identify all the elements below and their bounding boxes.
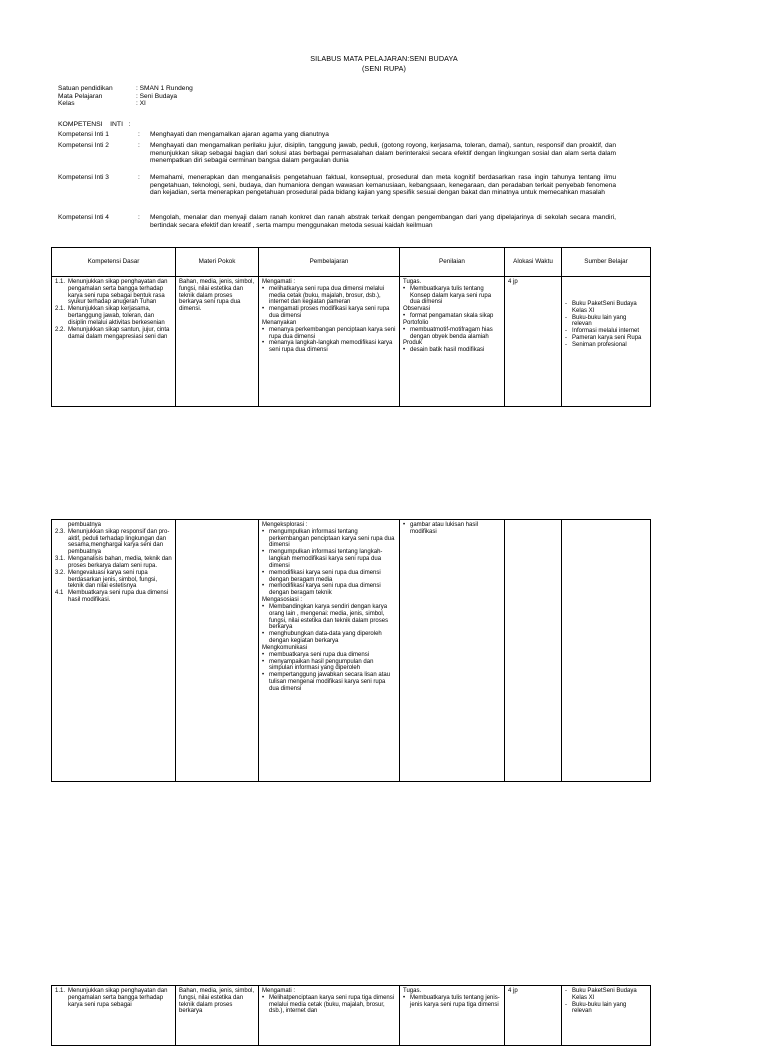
list-item: - Buku-buku lain yang relevan	[565, 1001, 627, 1015]
list-item: 3.2. Mengevaluasi karya seni rupa berdasarkan jenis, simbol, fungsi, teknik dan nilai estetisnya	[55, 569, 158, 590]
page-title: SILABUS MATA PELAJARAN:SENI BUDAYA	[310, 54, 458, 63]
list-item: • desain batik hasil modifikasi	[403, 347, 485, 354]
kd-cell	[52, 986, 176, 1046]
list-item: • mempertanggung jawabkan secara lisan atau tulisan mengenai modifikasi karya seni rupa dua dimensi	[262, 672, 391, 692]
list-item: • menanya langkah-langkah memodifikasi karya seni rupa dua dimensi	[262, 340, 393, 354]
ki-row-4: Kompetensi Inti 4 : Mengolah, menalar dan menyaji dalam ranah konkret dan ranah abstrak terkait dengan pengembangan dari yang dipelajarinya di sekolah secara mandiri, bertindak secara efektif dan kreatif , serta mampu menggunakan metoda sesuai kaidah keilmuan	[58, 214, 616, 229]
list-item: 2.2. Menunjukkan sikap santun, jujur, cinta damai dalam mengapresiasi seni dan	[55, 326, 170, 340]
list-item: • gambar atau lukisan hasil modifikasi	[403, 522, 479, 535]
section-heading: Mengamati :	[262, 279, 296, 285]
list-item: pembuatnya	[68, 522, 102, 528]
pembelajaran-cell	[259, 520, 400, 782]
section-heading: Portofolio	[403, 319, 429, 326]
ki-heading: KOMPETENSI INTI :	[58, 121, 131, 128]
alokasi-cell: 4 jp	[505, 277, 562, 407]
alokasi-cell	[505, 520, 562, 782]
table-row	[52, 986, 651, 1046]
list-item: - Informasi melalui internet	[565, 328, 640, 335]
pembelajaran-cell	[259, 277, 400, 407]
section-heading: Mengeksplorasi :	[262, 522, 308, 528]
ki-row-3: Kompetensi Inti 3 : Memahami, menerapkan dan menganalisis pengetahuan faktual, konseptual, prosedural dan meta kognitif berdasarkan rasa ingin tahunya tentang ilmu pengetahuan, teknologi, seni, budaya, dan humaniora dengan wawasan kemanusiaan, kebangsaan, kenegaraan, dan peradaban terkait penyebab fenomena dan kejadian, serta menerapkan pengetahuan prosedural pada bidang kajian yang spesifik sesuai dengan bakat dan minatnya untuk memecahkan masalah	[58, 174, 616, 197]
section-heading: Tugas.	[403, 988, 422, 994]
section-heading: Menanyakan	[262, 319, 297, 326]
section-heading: Tugas.	[403, 279, 422, 285]
penilaian-cell	[400, 277, 505, 407]
kd-cell	[52, 277, 176, 407]
list-item: • menanya perkembangan penciptaan karya seni rupa dua dimensi	[262, 326, 396, 340]
section-heading: Produk	[403, 340, 423, 347]
sumber-cell	[562, 277, 651, 407]
col-header-pembelajaran: Pembelajaran	[259, 248, 400, 277]
identity-block	[58, 85, 193, 108]
list-item: • Melihatpenciptaan karya seni rupa tiga dimensi melalui media cetak (buku, majalah, brosur, dsb.), internet dan	[262, 994, 395, 1015]
identity-row-subject: Mata Pelajaran : Seni Budaya	[58, 92, 178, 100]
col-header-sumber: Sumber Belajar	[562, 248, 651, 277]
list-item: • membuatmotif-motifragam hias dengan obyek benda alamiah	[403, 326, 493, 340]
identity-row-school: Satuan pendidikan : SMAN 1 Rundeng	[58, 85, 193, 92]
alokasi-cell: 4 jp	[505, 986, 562, 1046]
list-item: 4.1 Membuatkarya seni rupa dua dimensi hasil modifikasi.	[55, 590, 169, 604]
col-header-penilaian: Penilaian	[400, 248, 505, 277]
ki-row-1: Kompetensi Inti 1 : Menghayati dan mengamalkan ajaran agama yang dianutnya	[58, 131, 329, 138]
list-item: • Membandingkan karya sendiri dengan karya orang lain , mengenai: media, jenis, simbol, fungsi, nilai estetika dan teknik dalam proses berkarya	[262, 603, 389, 631]
section-heading: Observasi	[403, 306, 431, 313]
list-item: - Seniman profesional	[565, 341, 627, 348]
list-item: • membuatkarya seni rupa dua dimensi	[262, 651, 370, 658]
syllabus-table-2	[51, 519, 651, 782]
list-item: 1.1. Menunjukkan sikap penghayatan dan pengamalan serta bangga terhadap karya seni rupa sebagai bentuk rasa syukur terhadap anugerah Tuhan	[55, 279, 168, 306]
list-item: • memodifikasi karya seni rupa dua dimensi dengan beragam teknik	[262, 583, 381, 597]
syllabus-table-3	[51, 985, 651, 1046]
list-item: 1.1. Menunjukkan sikap penghayatan dan pengamalan serta bangga terhadap karya seni rupa sebagai	[55, 988, 168, 1008]
list-item: 2.1. Menunjukkan sikap kerjasama, bertanggung jawab, toleran, dan disiplin melalui aktivitas berkesenian	[55, 306, 165, 326]
list-item: • Membuatkarya tulis tentang Konsep dalam karya seni rupa dua dimensi	[403, 285, 492, 306]
list-item: 3.1. Menganalisis bahan, media, teknik dan proses berkarya dalam seni rupa.	[55, 556, 172, 569]
sumber-cell	[562, 520, 651, 782]
penilaian-cell	[400, 520, 505, 782]
kd-cell	[52, 520, 176, 782]
list-item: • melihatkarya seni rupa dua dimensi melalui media cetak (buku, majalah, brosur, dsb.), internet dan kegiatan pameran	[262, 285, 385, 306]
materi-cell: Bahan, media, jenis, simbol, fungsi, nilai estetika dan teknik dalam proses berkarya seni rupa dua dimensi.	[176, 277, 259, 407]
list-item: • menghubungkan data-data yang diperoleh dengan kegiatan berkarya	[262, 631, 382, 645]
table-row	[52, 520, 651, 782]
list-item: - Buku PaketSeni Budaya Kelas XI	[565, 301, 637, 314]
list-item: • mengamati proses modifikasi karya seni rupa dua dimensi	[262, 306, 390, 320]
page-subtitle: (SENI RUPA)	[361, 64, 407, 73]
list-item: • menyampaikan hasil pengumpulan dan simpulan informasi yang diperoleh	[262, 658, 374, 672]
materi-cell	[176, 520, 259, 782]
col-header-kd: Kompetensi Dasar	[52, 248, 176, 277]
list-item: - Buku-buku lain yang relevan	[565, 314, 627, 328]
identity-row-class: Kelas : XI	[58, 100, 146, 108]
pembelajaran-cell	[259, 986, 400, 1046]
penilaian-cell	[400, 986, 505, 1046]
syllabus-table-1	[51, 247, 651, 407]
list-item: • format pengamatan skala sikap	[403, 313, 494, 320]
section-heading: Mengkomunikasi	[262, 644, 308, 651]
table-row	[52, 277, 651, 407]
section-heading: Mengamati :	[262, 988, 296, 994]
list-item: • mengumpulkan informasi tentang perkembangan penciptaan karya seni rupa dua dimensi	[262, 528, 395, 549]
col-header-alokasi: Alokasi Waktu	[505, 248, 562, 277]
sumber-cell	[562, 986, 651, 1046]
list-item: • mengumpulkan informasi tentang langkah-langkah memodifikasi karya seni rupa dua dimensi	[262, 549, 383, 569]
col-header-materi: Materi Pokok	[176, 248, 259, 277]
list-item: - Pameran karya seni Rupa	[565, 335, 642, 342]
list-item: • Membuatkarya tulis tentang jenis-jenis karya seni rupa tiga dimensi	[403, 994, 500, 1008]
ki-row-2: Kompetensi Inti 2 : Menghayati dan mengamalkan perilaku jujur, disiplin, tanggung jawab, peduli, (gotong royong, kerjasama, toleran, damai), santun, responsif dan proaktif, dan menunjukkan sikap sebagai bagian dari solusi atas berbagai permasalahan dalam berinteraksi secara efektif dengan lingkungan sosial dan alam serta dalam menempatkan diri sebagai cerminan bangsa dalam pergaulan dunia	[58, 142, 616, 165]
section-heading: Mengasosiasi :	[262, 597, 303, 604]
materi-cell: Bahan, media, jenis, simbol, fungsi, nilai estetika dan teknik dalam proses berkarya	[176, 986, 259, 1046]
list-item: • memodifikasi karya seni rupa dua dimensi dengan beragam media	[262, 569, 381, 583]
list-item: 2.3. Menunjukkan sikap responsif dan pro-aktif, peduli terhadap lingkungan dan sesama,menghargai karya seni dan pembuatnya	[55, 528, 170, 556]
table-header-row	[52, 248, 651, 277]
list-item: - Buku PaketSeni Budaya Kelas XI	[565, 988, 637, 1001]
